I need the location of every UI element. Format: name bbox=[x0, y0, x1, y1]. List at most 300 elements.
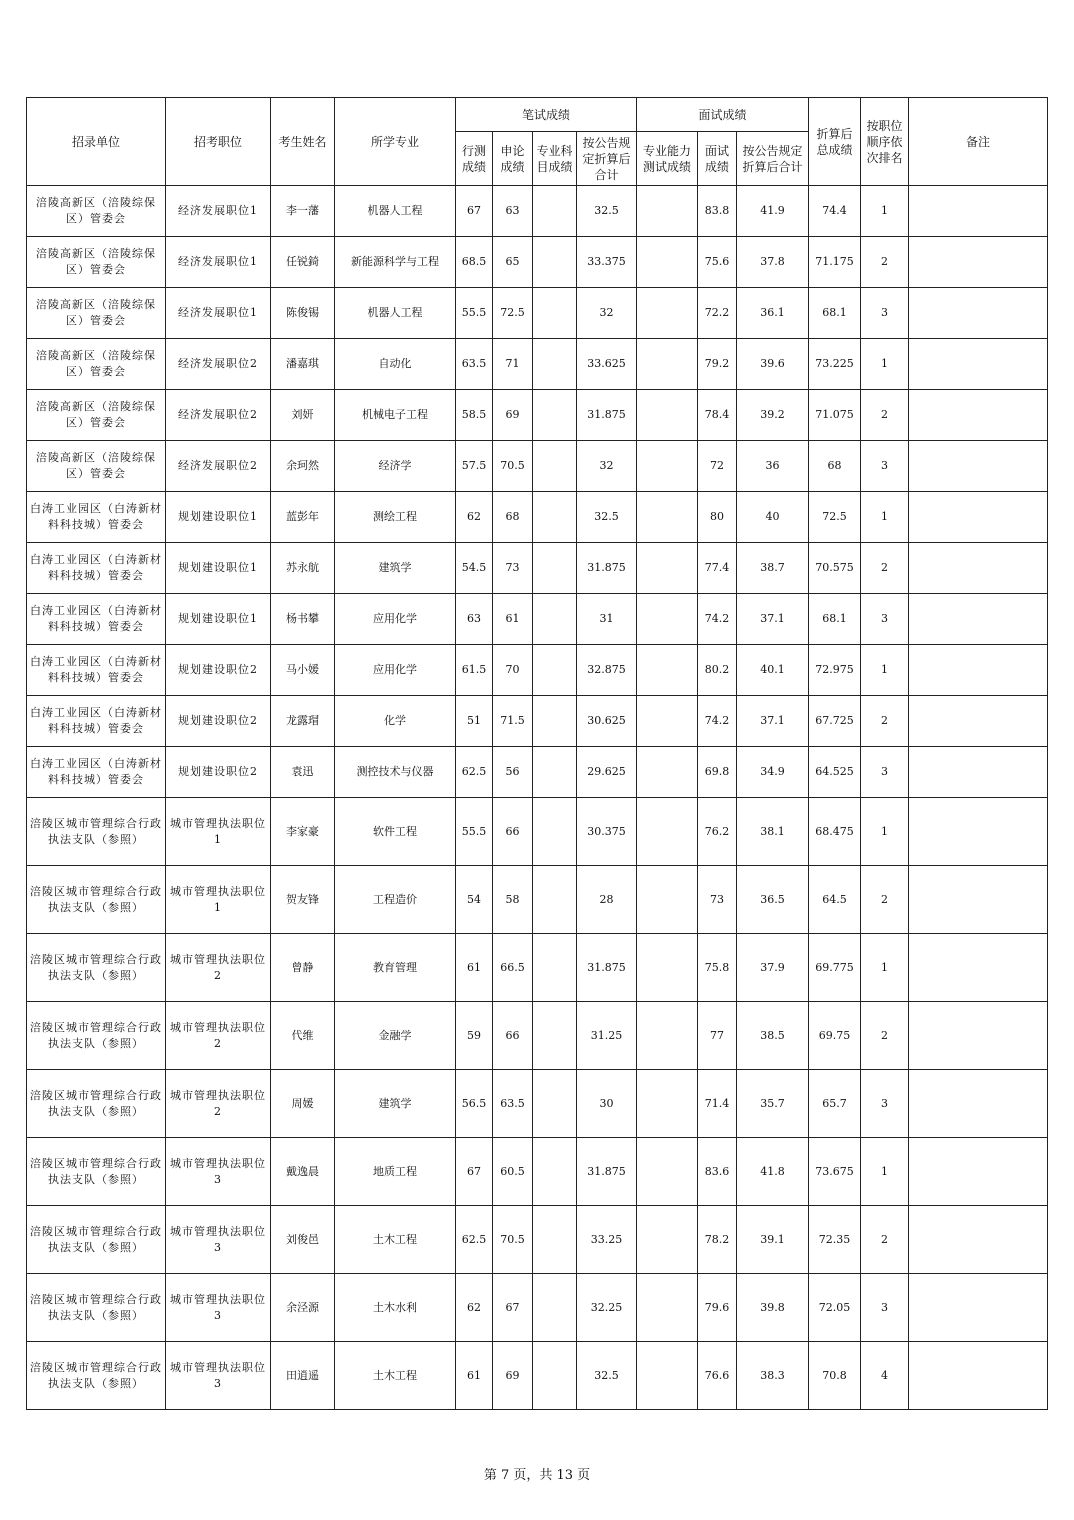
total-cell: 74.4 bbox=[809, 186, 861, 237]
shenlun-cell: 72.5 bbox=[493, 288, 533, 339]
interview-cell: 80.2 bbox=[698, 645, 737, 696]
rank-cell: 4 bbox=[861, 1342, 909, 1410]
header-written-group: 笔试成绩 bbox=[456, 98, 637, 132]
total-cell: 72.35 bbox=[809, 1206, 861, 1274]
written-total-cell: 33.375 bbox=[577, 237, 637, 288]
rank-cell: 1 bbox=[861, 492, 909, 543]
interview-cell: 80 bbox=[698, 492, 737, 543]
shenlun-cell: 58 bbox=[493, 866, 533, 934]
table-row bbox=[27, 441, 1048, 492]
unit-cell: 涪陵区城市管理综合行政执法支队（参照） bbox=[27, 934, 166, 1002]
zhuanye-cell bbox=[533, 288, 577, 339]
unit-cell: 涪陵区城市管理综合行政执法支队（参照） bbox=[27, 1138, 166, 1206]
zhuanye-cell bbox=[533, 492, 577, 543]
xingce-cell: 61 bbox=[456, 934, 493, 1002]
position-cell: 规划建设职位1 bbox=[166, 492, 271, 543]
interview-cell: 69.8 bbox=[698, 747, 737, 798]
unit-cell: 涪陵高新区（涪陵综保区）管委会 bbox=[27, 237, 166, 288]
ability-cell bbox=[637, 1070, 698, 1138]
zhuanye-cell bbox=[533, 1138, 577, 1206]
table-row bbox=[27, 1070, 1048, 1138]
ability-cell bbox=[637, 696, 698, 747]
interview-total-cell: 35.7 bbox=[737, 1070, 809, 1138]
rank-cell: 1 bbox=[861, 934, 909, 1002]
written-total-cell: 28 bbox=[577, 866, 637, 934]
xingce-cell: 61 bbox=[456, 1342, 493, 1410]
interview-cell: 78.4 bbox=[698, 390, 737, 441]
major-cell: 机器人工程 bbox=[335, 186, 456, 237]
unit-cell: 白涛工业园区（白涛新材料科技城）管委会 bbox=[27, 492, 166, 543]
written-total-cell: 32.25 bbox=[577, 1274, 637, 1342]
total-cell: 71.075 bbox=[809, 390, 861, 441]
header-name: 考生姓名 bbox=[271, 98, 335, 186]
remark-cell bbox=[909, 696, 1048, 747]
rank-cell: 2 bbox=[861, 543, 909, 594]
name-cell: 陈俊锡 bbox=[271, 288, 335, 339]
header-remark: 备注 bbox=[909, 98, 1048, 186]
table-row bbox=[27, 186, 1048, 237]
ability-cell bbox=[637, 441, 698, 492]
remark-cell bbox=[909, 645, 1048, 696]
interview-total-cell: 34.9 bbox=[737, 747, 809, 798]
written-total-cell: 32.5 bbox=[577, 492, 637, 543]
total-cell: 71.175 bbox=[809, 237, 861, 288]
ability-cell bbox=[637, 594, 698, 645]
interview-total-cell: 37.9 bbox=[737, 934, 809, 1002]
xingce-cell: 62 bbox=[456, 1274, 493, 1342]
major-cell: 应用化学 bbox=[335, 645, 456, 696]
interview-total-cell: 36.1 bbox=[737, 288, 809, 339]
header-written-total: 按公告规定折算后合计 bbox=[577, 132, 637, 186]
name-cell: 马小媛 bbox=[271, 645, 335, 696]
interview-total-cell: 36.5 bbox=[737, 866, 809, 934]
name-cell: 余珂然 bbox=[271, 441, 335, 492]
written-total-cell: 32 bbox=[577, 288, 637, 339]
zhuanye-cell bbox=[533, 645, 577, 696]
rank-cell: 3 bbox=[861, 288, 909, 339]
table-row bbox=[27, 339, 1048, 390]
interview-total-cell: 38.1 bbox=[737, 798, 809, 866]
unit-cell: 白涛工业园区（白涛新材料科技城）管委会 bbox=[27, 747, 166, 798]
shenlun-cell: 63 bbox=[493, 186, 533, 237]
ability-cell bbox=[637, 1274, 698, 1342]
interview-total-cell: 37.8 bbox=[737, 237, 809, 288]
total-cell: 72.05 bbox=[809, 1274, 861, 1342]
xingce-cell: 67 bbox=[456, 1138, 493, 1206]
interview-cell: 76.2 bbox=[698, 798, 737, 866]
interview-cell: 79.6 bbox=[698, 1274, 737, 1342]
written-total-cell: 31.875 bbox=[577, 543, 637, 594]
total-cell: 72.5 bbox=[809, 492, 861, 543]
remark-cell bbox=[909, 594, 1048, 645]
written-total-cell: 32.875 bbox=[577, 645, 637, 696]
xingce-cell: 62.5 bbox=[456, 747, 493, 798]
major-cell: 经济学 bbox=[335, 441, 456, 492]
table-row bbox=[27, 747, 1048, 798]
header-major: 所学专业 bbox=[335, 98, 456, 186]
major-cell: 教育管理 bbox=[335, 934, 456, 1002]
total-cell: 73.225 bbox=[809, 339, 861, 390]
ability-cell bbox=[637, 747, 698, 798]
zhuanye-cell bbox=[533, 339, 577, 390]
position-cell: 经济发展职位1 bbox=[166, 186, 271, 237]
interview-cell: 72 bbox=[698, 441, 737, 492]
position-cell: 经济发展职位2 bbox=[166, 390, 271, 441]
interview-cell: 73 bbox=[698, 866, 737, 934]
major-cell: 工程造价 bbox=[335, 866, 456, 934]
zhuanye-cell bbox=[533, 934, 577, 1002]
written-total-cell: 33.25 bbox=[577, 1206, 637, 1274]
xingce-cell: 54.5 bbox=[456, 543, 493, 594]
remark-cell bbox=[909, 747, 1048, 798]
major-cell: 新能源科学与工程 bbox=[335, 237, 456, 288]
interview-cell: 83.6 bbox=[698, 1138, 737, 1206]
name-cell: 曾静 bbox=[271, 934, 335, 1002]
total-cell: 68 bbox=[809, 441, 861, 492]
rank-cell: 3 bbox=[861, 1070, 909, 1138]
total-cell: 69.775 bbox=[809, 934, 861, 1002]
header-unit: 招录单位 bbox=[27, 98, 166, 186]
unit-cell: 涪陵区城市管理综合行政执法支队（参照） bbox=[27, 1070, 166, 1138]
header-rank: 按职位顺序依次排名 bbox=[861, 98, 909, 186]
total-cell: 67.725 bbox=[809, 696, 861, 747]
shenlun-cell: 63.5 bbox=[493, 1070, 533, 1138]
remark-cell bbox=[909, 339, 1048, 390]
ability-cell bbox=[637, 1002, 698, 1070]
xingce-cell: 58.5 bbox=[456, 390, 493, 441]
position-cell: 城市管理执法职位3 bbox=[166, 1342, 271, 1410]
shenlun-cell: 70.5 bbox=[493, 441, 533, 492]
zhuanye-cell bbox=[533, 798, 577, 866]
interview-cell: 77 bbox=[698, 1002, 737, 1070]
name-cell: 刘妍 bbox=[271, 390, 335, 441]
rank-cell: 2 bbox=[861, 1002, 909, 1070]
rank-cell: 3 bbox=[861, 747, 909, 798]
unit-cell: 涪陵区城市管理综合行政执法支队（参照） bbox=[27, 1342, 166, 1410]
name-cell: 余泾源 bbox=[271, 1274, 335, 1342]
xingce-cell: 56.5 bbox=[456, 1070, 493, 1138]
remark-cell bbox=[909, 1138, 1048, 1206]
rank-cell: 2 bbox=[861, 866, 909, 934]
ability-cell bbox=[637, 186, 698, 237]
rank-cell: 3 bbox=[861, 594, 909, 645]
name-cell: 贺友锋 bbox=[271, 866, 335, 934]
xingce-cell: 61.5 bbox=[456, 645, 493, 696]
table-row bbox=[27, 492, 1048, 543]
zhuanye-cell bbox=[533, 1070, 577, 1138]
interview-total-cell: 37.1 bbox=[737, 696, 809, 747]
ability-cell bbox=[637, 390, 698, 441]
xingce-cell: 57.5 bbox=[456, 441, 493, 492]
table-row bbox=[27, 543, 1048, 594]
major-cell: 土木工程 bbox=[335, 1342, 456, 1410]
ability-cell bbox=[637, 645, 698, 696]
position-cell: 城市管理执法职位2 bbox=[166, 1070, 271, 1138]
remark-cell bbox=[909, 1274, 1048, 1342]
major-cell: 应用化学 bbox=[335, 594, 456, 645]
rank-cell: 2 bbox=[861, 1206, 909, 1274]
position-cell: 经济发展职位1 bbox=[166, 288, 271, 339]
total-cell: 64.5 bbox=[809, 866, 861, 934]
major-cell: 自动化 bbox=[335, 339, 456, 390]
written-total-cell: 31.25 bbox=[577, 1002, 637, 1070]
remark-cell bbox=[909, 288, 1048, 339]
interview-total-cell: 37.1 bbox=[737, 594, 809, 645]
position-cell: 城市管理执法职位2 bbox=[166, 934, 271, 1002]
zhuanye-cell bbox=[533, 237, 577, 288]
shenlun-cell: 66 bbox=[493, 798, 533, 866]
name-cell: 杨书攀 bbox=[271, 594, 335, 645]
name-cell: 代维 bbox=[271, 1002, 335, 1070]
position-cell: 城市管理执法职位2 bbox=[166, 1002, 271, 1070]
table-row bbox=[27, 1342, 1048, 1410]
unit-cell: 涪陵高新区（涪陵综保区）管委会 bbox=[27, 186, 166, 237]
written-total-cell: 31.875 bbox=[577, 390, 637, 441]
total-cell: 68.475 bbox=[809, 798, 861, 866]
zhuanye-cell bbox=[533, 696, 577, 747]
major-cell: 测控技术与仪器 bbox=[335, 747, 456, 798]
ability-cell bbox=[637, 1206, 698, 1274]
xingce-cell: 62 bbox=[456, 492, 493, 543]
interview-cell: 78.2 bbox=[698, 1206, 737, 1274]
name-cell: 蓝彭年 bbox=[271, 492, 335, 543]
total-cell: 72.975 bbox=[809, 645, 861, 696]
rank-cell: 1 bbox=[861, 1138, 909, 1206]
remark-cell bbox=[909, 934, 1048, 1002]
total-cell: 70.8 bbox=[809, 1342, 861, 1410]
written-total-cell: 32.5 bbox=[577, 1342, 637, 1410]
interview-cell: 74.2 bbox=[698, 696, 737, 747]
zhuanye-cell bbox=[533, 390, 577, 441]
ability-cell bbox=[637, 339, 698, 390]
unit-cell: 白涛工业园区（白涛新材料科技城）管委会 bbox=[27, 645, 166, 696]
table-row bbox=[27, 1274, 1048, 1342]
total-cell: 70.575 bbox=[809, 543, 861, 594]
table-row bbox=[27, 390, 1048, 441]
unit-cell: 涪陵高新区（涪陵综保区）管委会 bbox=[27, 441, 166, 492]
table-row bbox=[27, 696, 1048, 747]
zhuanye-cell bbox=[533, 186, 577, 237]
rank-cell: 2 bbox=[861, 390, 909, 441]
header-shenlun: 申论成绩 bbox=[493, 132, 533, 186]
rank-cell: 3 bbox=[861, 441, 909, 492]
rank-cell: 3 bbox=[861, 1274, 909, 1342]
name-cell: 苏永航 bbox=[271, 543, 335, 594]
total-cell: 68.1 bbox=[809, 288, 861, 339]
name-cell: 田逍遥 bbox=[271, 1342, 335, 1410]
zhuanye-cell bbox=[533, 1206, 577, 1274]
unit-cell: 涪陵区城市管理综合行政执法支队（参照） bbox=[27, 1206, 166, 1274]
shenlun-cell: 66.5 bbox=[493, 934, 533, 1002]
shenlun-cell: 65 bbox=[493, 237, 533, 288]
unit-cell: 白涛工业园区（白涛新材料科技城）管委会 bbox=[27, 594, 166, 645]
interview-cell: 71.4 bbox=[698, 1070, 737, 1138]
interview-total-cell: 36 bbox=[737, 441, 809, 492]
position-cell: 规划建设职位2 bbox=[166, 747, 271, 798]
table-row bbox=[27, 288, 1048, 339]
interview-total-cell: 39.6 bbox=[737, 339, 809, 390]
name-cell: 龙露瑁 bbox=[271, 696, 335, 747]
xingce-cell: 67 bbox=[456, 186, 493, 237]
table-row bbox=[27, 866, 1048, 934]
rank-cell: 1 bbox=[861, 798, 909, 866]
unit-cell: 涪陵区城市管理综合行政执法支队（参照） bbox=[27, 1002, 166, 1070]
interview-cell: 72.2 bbox=[698, 288, 737, 339]
table-row bbox=[27, 1206, 1048, 1274]
header-ability: 专业能力测试成绩 bbox=[637, 132, 698, 186]
major-cell: 地质工程 bbox=[335, 1138, 456, 1206]
position-cell: 城市管理执法职位1 bbox=[166, 798, 271, 866]
page-footer: 第 7 页，共 13 页 bbox=[483, 1468, 591, 1483]
name-cell: 潘嘉琪 bbox=[271, 339, 335, 390]
written-total-cell: 30 bbox=[577, 1070, 637, 1138]
shenlun-cell: 68 bbox=[493, 492, 533, 543]
ability-cell bbox=[637, 866, 698, 934]
written-total-cell: 32.5 bbox=[577, 186, 637, 237]
position-cell: 经济发展职位1 bbox=[166, 237, 271, 288]
score-table bbox=[26, 97, 1048, 1410]
name-cell: 任锐錡 bbox=[271, 237, 335, 288]
written-total-cell: 30.375 bbox=[577, 798, 637, 866]
interview-total-cell: 38.7 bbox=[737, 543, 809, 594]
ability-cell bbox=[637, 237, 698, 288]
header-zhuanye: 专业科目成绩 bbox=[533, 132, 577, 186]
interview-total-cell: 39.1 bbox=[737, 1206, 809, 1274]
unit-cell: 涪陵区城市管理综合行政执法支队（参照） bbox=[27, 798, 166, 866]
interview-total-cell: 39.2 bbox=[737, 390, 809, 441]
zhuanye-cell bbox=[533, 543, 577, 594]
major-cell: 机器人工程 bbox=[335, 288, 456, 339]
remark-cell bbox=[909, 186, 1048, 237]
interview-cell: 74.2 bbox=[698, 594, 737, 645]
position-cell: 规划建设职位2 bbox=[166, 696, 271, 747]
rank-cell: 2 bbox=[861, 696, 909, 747]
written-total-cell: 32 bbox=[577, 441, 637, 492]
shenlun-cell: 69 bbox=[493, 1342, 533, 1410]
remark-cell bbox=[909, 441, 1048, 492]
xingce-cell: 63 bbox=[456, 594, 493, 645]
ability-cell bbox=[637, 1138, 698, 1206]
shenlun-cell: 60.5 bbox=[493, 1138, 533, 1206]
remark-cell bbox=[909, 798, 1048, 866]
header-interview: 面试成绩 bbox=[698, 132, 737, 186]
shenlun-cell: 70.5 bbox=[493, 1206, 533, 1274]
zhuanye-cell bbox=[533, 1342, 577, 1410]
remark-cell bbox=[909, 543, 1048, 594]
major-cell: 测绘工程 bbox=[335, 492, 456, 543]
interview-cell: 77.4 bbox=[698, 543, 737, 594]
table-row bbox=[27, 645, 1048, 696]
major-cell: 土木工程 bbox=[335, 1206, 456, 1274]
table-row bbox=[27, 934, 1048, 1002]
xingce-cell: 54 bbox=[456, 866, 493, 934]
shenlun-cell: 70 bbox=[493, 645, 533, 696]
xingce-cell: 63.5 bbox=[456, 339, 493, 390]
table-row bbox=[27, 1002, 1048, 1070]
zhuanye-cell bbox=[533, 1274, 577, 1342]
ability-cell bbox=[637, 1342, 698, 1410]
major-cell: 机械电子工程 bbox=[335, 390, 456, 441]
unit-cell: 涪陵区城市管理综合行政执法支队（参照） bbox=[27, 866, 166, 934]
table-row bbox=[27, 594, 1048, 645]
interview-cell: 79.2 bbox=[698, 339, 737, 390]
position-cell: 城市管理执法职位3 bbox=[166, 1138, 271, 1206]
major-cell: 土木水利 bbox=[335, 1274, 456, 1342]
unit-cell: 涪陵高新区（涪陵综保区）管委会 bbox=[27, 288, 166, 339]
major-cell: 金融学 bbox=[335, 1002, 456, 1070]
ability-cell bbox=[637, 798, 698, 866]
header-xingce: 行测成绩 bbox=[456, 132, 493, 186]
major-cell: 化学 bbox=[335, 696, 456, 747]
zhuanye-cell bbox=[533, 594, 577, 645]
ability-cell bbox=[637, 934, 698, 1002]
shenlun-cell: 73 bbox=[493, 543, 533, 594]
header-interview-total: 按公告规定折算后合计 bbox=[737, 132, 809, 186]
rank-cell: 2 bbox=[861, 237, 909, 288]
interview-total-cell: 39.8 bbox=[737, 1274, 809, 1342]
zhuanye-cell bbox=[533, 866, 577, 934]
ability-cell bbox=[637, 543, 698, 594]
header-total: 折算后总成绩 bbox=[809, 98, 861, 186]
ability-cell bbox=[637, 288, 698, 339]
interview-total-cell: 41.8 bbox=[737, 1138, 809, 1206]
total-cell: 73.675 bbox=[809, 1138, 861, 1206]
major-cell: 软件工程 bbox=[335, 798, 456, 866]
zhuanye-cell bbox=[533, 441, 577, 492]
major-cell: 建筑学 bbox=[335, 1070, 456, 1138]
interview-total-cell: 40.1 bbox=[737, 645, 809, 696]
table-row bbox=[27, 1138, 1048, 1206]
written-total-cell: 31.875 bbox=[577, 934, 637, 1002]
position-cell: 经济发展职位2 bbox=[166, 441, 271, 492]
shenlun-cell: 71.5 bbox=[493, 696, 533, 747]
written-total-cell: 29.625 bbox=[577, 747, 637, 798]
xingce-cell: 68.5 bbox=[456, 237, 493, 288]
table-row bbox=[27, 798, 1048, 866]
interview-total-cell: 38.3 bbox=[737, 1342, 809, 1410]
name-cell: 袁迅 bbox=[271, 747, 335, 798]
ability-cell bbox=[637, 492, 698, 543]
header-interview-group: 面试成绩 bbox=[637, 98, 809, 132]
shenlun-cell: 69 bbox=[493, 390, 533, 441]
total-cell: 64.525 bbox=[809, 747, 861, 798]
position-cell: 经济发展职位2 bbox=[166, 339, 271, 390]
xingce-cell: 59 bbox=[456, 1002, 493, 1070]
rank-cell: 1 bbox=[861, 186, 909, 237]
xingce-cell: 62.5 bbox=[456, 1206, 493, 1274]
xingce-cell: 55.5 bbox=[456, 798, 493, 866]
interview-total-cell: 38.5 bbox=[737, 1002, 809, 1070]
interview-cell: 76.6 bbox=[698, 1342, 737, 1410]
interview-cell: 75.8 bbox=[698, 934, 737, 1002]
name-cell: 周媛 bbox=[271, 1070, 335, 1138]
remark-cell bbox=[909, 237, 1048, 288]
interview-cell: 75.6 bbox=[698, 237, 737, 288]
unit-cell: 白涛工业园区（白涛新材料科技城）管委会 bbox=[27, 696, 166, 747]
zhuanye-cell bbox=[533, 1002, 577, 1070]
shenlun-cell: 67 bbox=[493, 1274, 533, 1342]
unit-cell: 涪陵高新区（涪陵综保区）管委会 bbox=[27, 390, 166, 441]
written-total-cell: 31 bbox=[577, 594, 637, 645]
total-cell: 69.75 bbox=[809, 1002, 861, 1070]
shenlun-cell: 61 bbox=[493, 594, 533, 645]
name-cell: 刘俊邑 bbox=[271, 1206, 335, 1274]
position-cell: 规划建设职位1 bbox=[166, 543, 271, 594]
position-cell: 城市管理执法职位3 bbox=[166, 1274, 271, 1342]
major-cell: 建筑学 bbox=[335, 543, 456, 594]
interview-total-cell: 40 bbox=[737, 492, 809, 543]
table-row bbox=[27, 237, 1048, 288]
